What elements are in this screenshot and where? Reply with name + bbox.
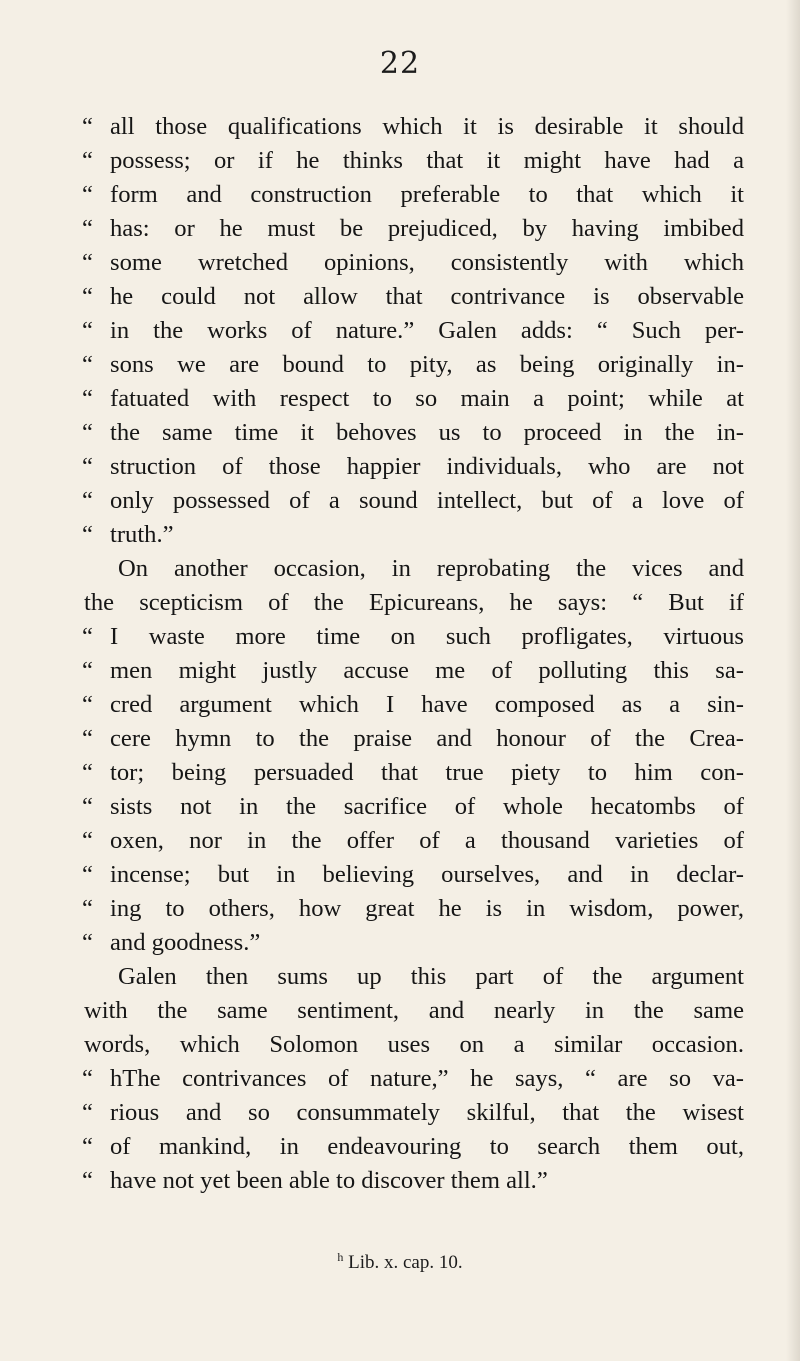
line-text: tor; being persuaded that true piety to him con-: [110, 759, 744, 786]
quote-mark: “: [82, 351, 93, 378]
quote-mark: “: [82, 385, 93, 412]
quote-mark: “: [82, 895, 93, 922]
quote-mark: “: [82, 929, 93, 956]
line-text: have not yet been able to discover them all.”: [110, 1167, 548, 1194]
line-text: truth.”: [110, 521, 174, 548]
line-text: men might justly accuse me of polluting this sa-: [110, 657, 744, 684]
quote-mark: “: [82, 793, 93, 820]
quote-mark: “: [82, 181, 93, 208]
line-text: with the same sentiment, and nearly in the same: [84, 997, 744, 1024]
quote-mark: “: [82, 317, 93, 344]
line-text: the scepticism of the Epicureans, he says: “ But if: [84, 589, 744, 616]
quote-mark: “: [82, 725, 93, 752]
line-text: cere hymn to the praise and honour of the Crea-: [110, 725, 744, 752]
line-text: fatuated with respect to so main a point; while at: [110, 385, 744, 412]
quote-mark: “: [82, 1133, 93, 1160]
line-text: oxen, nor in the offer of a thousand varieties of: [110, 827, 744, 854]
quote-mark: “: [82, 1099, 93, 1126]
line-text: words, which Solomon uses on a similar occasion.: [84, 1031, 744, 1058]
line-text: hThe contrivances of nature,” he says, “ are so va-: [110, 1065, 744, 1092]
quote-mark: “: [82, 759, 93, 786]
line-text: ing to others, how great he is in wisdom, power,: [110, 895, 744, 922]
line-text: Galen then sums up this part of the argument: [118, 963, 744, 990]
quote-mark: “: [82, 1167, 93, 1194]
line-text: and goodness.”: [110, 929, 261, 956]
line-text: cred argument which I have composed as a sin-: [110, 691, 744, 718]
line-text: the same time it behoves us to proceed in the in-: [110, 419, 744, 446]
line-text: only possessed of a sound intellect, but of a love of: [110, 487, 744, 514]
quote-mark: “: [82, 419, 93, 446]
quote-mark: “: [82, 283, 93, 310]
quote-mark: “: [82, 1065, 93, 1092]
line-text: sons we are bound to pity, as being originally in-: [110, 351, 744, 378]
quote-mark: “: [82, 623, 93, 650]
quote-mark: “: [82, 147, 93, 174]
line-text: rious and so consummately skilful, that the wisest: [110, 1099, 744, 1126]
footnote-text: Lib. x. cap. 10.: [348, 1252, 463, 1273]
quote-mark: “: [82, 521, 93, 548]
line-text: of mankind, in endeavouring to search them out,: [110, 1133, 744, 1160]
line-text: he could not allow that contrivance is observable: [110, 283, 744, 310]
line-text: possess; or if he thinks that it might have had a: [110, 147, 744, 174]
line-text: in the works of nature.” Galen adds: “ Such per-: [110, 317, 744, 344]
page-number: 22: [379, 46, 421, 81]
line-text: On another occasion, in reprobating the vices and: [118, 555, 744, 582]
line-text: all those qualifications which it is desirable it should: [110, 113, 744, 140]
line-text: some wretched opinions, consistently with which: [110, 249, 744, 276]
quote-mark: “: [82, 249, 93, 276]
line-text: incense; but in believing ourselves, and in declar-: [110, 861, 744, 888]
quote-mark: “: [82, 691, 93, 718]
quote-mark: “: [82, 861, 93, 888]
quote-mark: “: [82, 453, 93, 480]
footnote-marker: h: [337, 1250, 344, 1264]
page-edge-shadow: [786, 0, 800, 1361]
footnote: [0, 1250, 800, 1274]
quote-mark: “: [82, 487, 93, 514]
quote-mark: “: [82, 215, 93, 242]
line-text: struction of those happier individuals, who are not: [110, 453, 744, 480]
quote-mark: “: [82, 827, 93, 854]
quote-mark: “: [82, 113, 93, 140]
line-text: has: or he must be prejudiced, by having imbibed: [110, 215, 744, 242]
line-text: form and construction preferable to that which it: [110, 181, 744, 208]
line-text: I waste more time on such profligates, virtuous: [110, 623, 744, 650]
line-text: sists not in the sacrifice of whole hecatombs of: [110, 793, 744, 820]
quote-mark: “: [82, 657, 93, 684]
